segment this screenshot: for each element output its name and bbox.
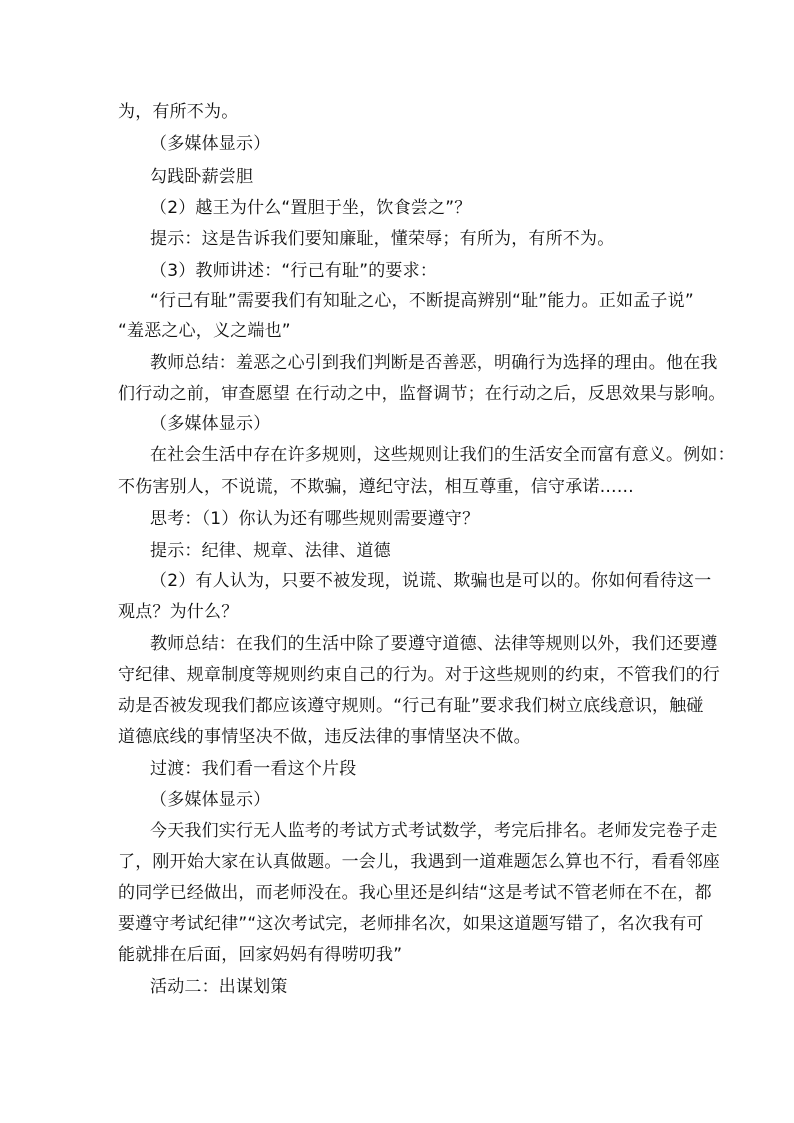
text-line: 在社会生活中存在许多规则，这些规则让我们的生活安全而富有意义。例如： (150, 445, 735, 465)
text-line: 今天我们实行无人监考的考试方式考试数学，考完后排名。老师发完卷子走 (150, 821, 718, 841)
text-line: 不伤害别人，不说谎，不欺骗，遵纪守法，相互尊重，信守承诺…… (118, 477, 634, 497)
text-line: 活动二：出谋划策 (150, 977, 288, 997)
text-line: 为，有所不为。 (118, 102, 239, 122)
text-line: （3）教师讲述：“行己有耻”的要求： (150, 261, 438, 281)
text-line: “羞恶之心，义之端也” (118, 321, 291, 341)
text-line: 提示：这是告诉我们要知廉耻，懂荣辱；有所为，有所不为。 (150, 229, 615, 249)
text-line: 教师总结：羞恶之心引到我们判断是否善恶，明确行为选择的理由。他在我 (150, 353, 718, 373)
text-line: 们行动之前，审查愿望 在行动之中，监督调节；在行动之后，反思效果与影响。 (118, 384, 726, 404)
text-line: （多媒体显示） (150, 414, 271, 434)
text-line: 要遵守考试纪律”“这次考试完，老师排名次，如果这道题写错了，名次我有可 (118, 914, 704, 934)
text-line: 动是否被发现我们都应该遵守规则。“行己有耻”要求我们树立底线意识，触碰 (118, 696, 704, 716)
text-line: （多媒体显示） (150, 134, 271, 154)
text-line: 能就排在后面，回家妈妈有得唠叨我” (118, 945, 403, 965)
text-line: （2）有人认为，只要不被发现，说谎、欺骗也是可以的。你如何看待这一 (150, 571, 712, 591)
text-line: 道德底线的事情坚决不做，违反法律的事情坚决不做。 (118, 727, 531, 747)
text-line: 勾践卧薪尝胆 (150, 167, 254, 187)
text-line: （2）越王为什么“置胆于坐，饮食尝之”？ (150, 198, 472, 218)
text-line: （多媒体显示） (150, 790, 271, 810)
text-line: 教师总结：在我们的生活中除了要遵守道德、法律等规则以外，我们还要遵 (150, 634, 718, 654)
text-line: 提示：纪律、规章、法律、道德 (150, 541, 391, 561)
text-line: 思考：（1）你认为还有哪些规则需要遵守？ (150, 509, 480, 529)
text-line: 守纪律、规章制度等规则约束自己的行为。对于这些规则的约束，不管我们的行 (118, 665, 720, 685)
text-line: 了，刚开始大家在认真做题。一会儿，我遇到一道难题怎么算也不行，看看邻座 (118, 852, 720, 872)
text-line: 过渡：我们看一看这个片段 (150, 759, 357, 779)
text-line: 观点？为什么？ (118, 602, 239, 622)
text-line: “行己有耻”需要我们有知耻之心，不断提高辨别“耻”能力。正如孟子说” (150, 291, 694, 311)
text-line: 的同学已经做出，而老师没在。我心里还是纠结“这是考试不管老师在不在，都 (118, 883, 712, 903)
